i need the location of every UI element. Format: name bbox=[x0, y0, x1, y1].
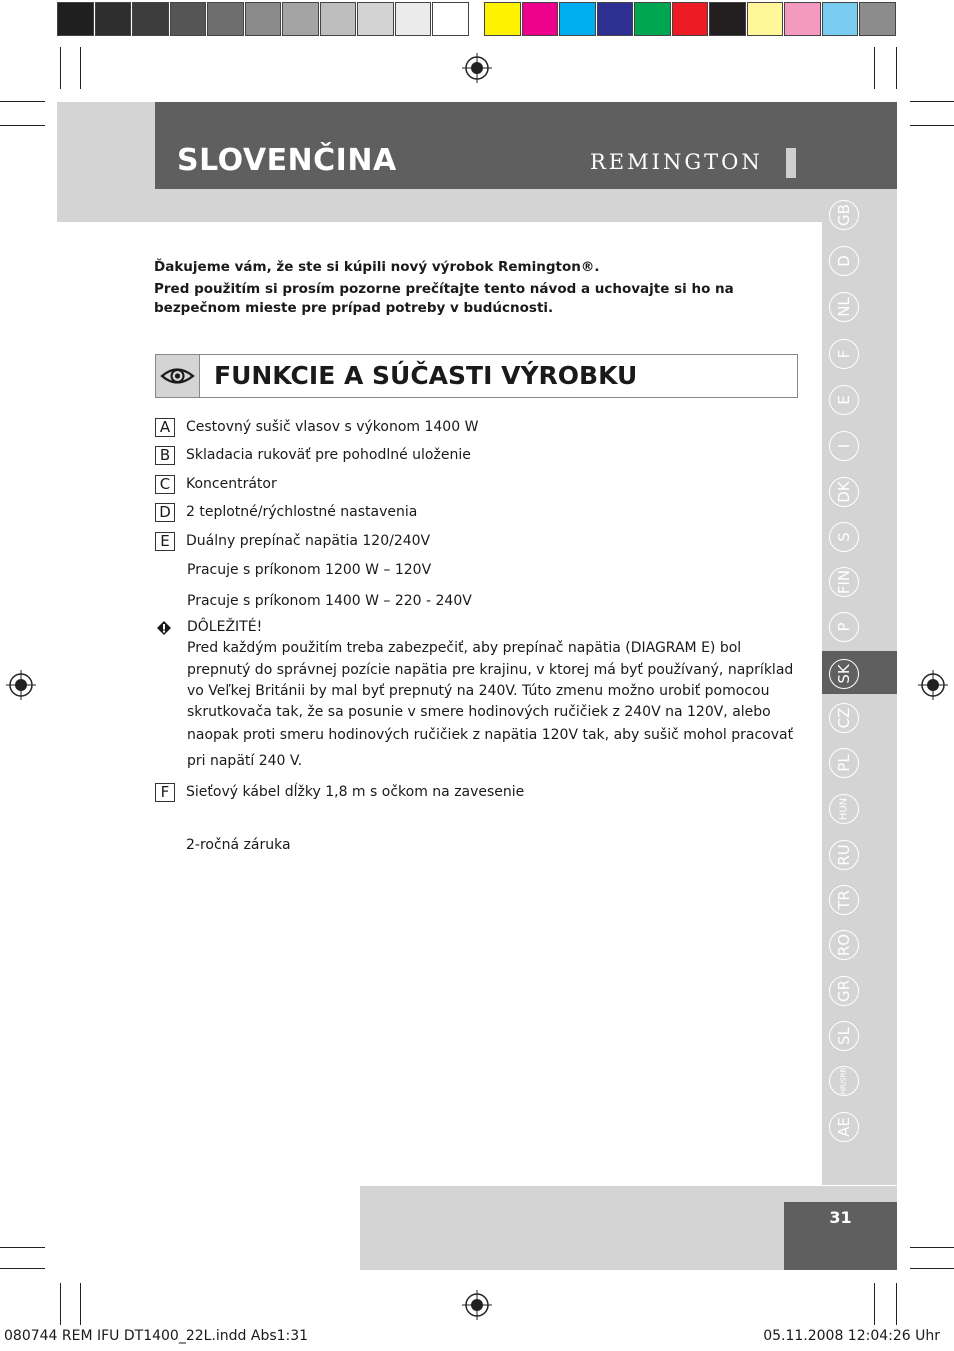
color-swatch bbox=[484, 2, 521, 36]
item-letter: B bbox=[155, 446, 175, 465]
grey-swatch bbox=[320, 2, 357, 36]
warning-icon bbox=[156, 620, 172, 636]
crop-mark bbox=[874, 1283, 875, 1325]
language-tab-label: GR bbox=[835, 979, 853, 1003]
crop-mark bbox=[0, 1268, 45, 1269]
language-tab-d[interactable] bbox=[829, 246, 859, 276]
language-tab-label: SL bbox=[835, 1027, 853, 1045]
crop-mark bbox=[80, 1283, 81, 1325]
language-tab-label: AE bbox=[835, 1117, 853, 1137]
file-slug: 080744 REM IFU DT1400_22L.indd Abs1:31 bbox=[4, 1328, 309, 1344]
color-swatch bbox=[559, 2, 596, 36]
grey-swatch bbox=[357, 2, 394, 36]
item-letter: D bbox=[155, 503, 175, 522]
language-tab-label: FIN bbox=[835, 569, 853, 595]
grey-swatch bbox=[245, 2, 282, 36]
important-line: Pred každým použitím treba zabezpečiť, aby prepínač napätia (DIAGRAM E) bol bbox=[187, 640, 742, 656]
grey-swatch bbox=[207, 2, 244, 36]
crop-mark bbox=[910, 101, 954, 102]
language-tab-e[interactable] bbox=[829, 385, 859, 415]
color-swatch bbox=[784, 2, 821, 36]
color-swatch bbox=[597, 2, 634, 36]
item-letter: E bbox=[155, 532, 175, 551]
language-tab-sk[interactable] bbox=[829, 659, 859, 689]
color-swatch bbox=[709, 2, 746, 36]
color-swatch bbox=[522, 2, 559, 36]
registration-mark-icon bbox=[462, 53, 492, 83]
color-swatch bbox=[747, 2, 784, 36]
language-tab-label: F bbox=[835, 349, 853, 359]
language-tab-label: P bbox=[835, 622, 853, 632]
language-tab-fin[interactable] bbox=[829, 567, 859, 597]
language-tab-gb[interactable] bbox=[829, 200, 859, 230]
crop-mark bbox=[0, 1247, 45, 1248]
item-text: Duálny prepínač napätia 120/240V bbox=[186, 533, 431, 549]
grey-swatch bbox=[432, 2, 469, 36]
crop-mark bbox=[60, 1283, 61, 1325]
intro-line-2: Pred použitím si prosím pozorne prečítajte tento návod a uchovajte si ho na bbox=[154, 281, 734, 297]
registration-mark-icon bbox=[6, 670, 36, 700]
language-tab-label: SK bbox=[835, 664, 853, 684]
crop-mark bbox=[910, 1268, 954, 1269]
registration-mark-icon bbox=[918, 670, 948, 700]
language-tab-label: I bbox=[835, 443, 853, 449]
language-tab-label: HUN bbox=[838, 797, 850, 821]
eye-icon bbox=[156, 355, 199, 397]
language-tab-label: CZ bbox=[835, 707, 853, 729]
crop-mark bbox=[0, 101, 45, 102]
language-tab-label: TR bbox=[835, 890, 853, 910]
language-tab-label: PL bbox=[835, 754, 853, 772]
language-tab-pl[interactable] bbox=[829, 748, 859, 778]
page-title: SLOVENČINA bbox=[177, 143, 397, 178]
crop-mark bbox=[80, 47, 81, 89]
language-tab-label: D bbox=[835, 255, 853, 267]
language-tab-label: DK bbox=[835, 481, 853, 503]
date-slug: 05.11.2008 12:04:26 Uhr bbox=[763, 1328, 940, 1344]
item-letter: A bbox=[155, 418, 175, 437]
language-tab-ro[interactable] bbox=[829, 930, 859, 960]
color-swatch bbox=[634, 2, 671, 36]
language-tab-s[interactable] bbox=[829, 522, 859, 552]
color-swatch bbox=[672, 2, 709, 36]
voltage-line: Pracuje s príkonom 1400 W – 220 - 240V bbox=[187, 593, 472, 609]
item-letter: F bbox=[155, 783, 175, 802]
section-title: FUNKCIE A SÚČASTI VÝROBKU bbox=[214, 361, 638, 390]
color-swatch bbox=[822, 2, 859, 36]
grey-swatch bbox=[95, 2, 132, 36]
language-tab-label: S bbox=[835, 532, 853, 542]
important-line: prepnutý do správnej pozície napätia pre krajinu, v ktorej má byť používaný, napríklad bbox=[187, 662, 794, 678]
grey-swatch bbox=[132, 2, 169, 36]
item-text: Koncentrátor bbox=[186, 476, 277, 492]
language-tab-label: E bbox=[835, 395, 853, 405]
voltage-line: Pracuje s príkonom 1200 W – 120V bbox=[187, 562, 432, 578]
grey-swatch bbox=[57, 2, 94, 36]
crop-mark bbox=[910, 125, 954, 126]
language-tab-label: RU bbox=[835, 844, 853, 866]
important-heading: DÔLEŽITÉ! bbox=[187, 619, 263, 635]
important-line: skrutkovača tak, že sa posunie v smere hodinových ručičiek z 240V na 120V, alebo bbox=[187, 704, 771, 720]
important-line: vo Veľkej Británii by mal byť prepnutý na 240V. Túto zmenu možno urobiť pomocou bbox=[187, 683, 770, 699]
language-tab-tr[interactable] bbox=[829, 885, 859, 915]
important-line: pri napätí 240 V. bbox=[187, 753, 303, 769]
item-text: Sieťový kábel dĺžky 1,8 m s očkom na zavesenie bbox=[186, 784, 525, 800]
intro-line-3: bezpečnom mieste pre prípad potreby v budúcnosti. bbox=[154, 300, 554, 316]
language-tab-f[interactable] bbox=[829, 339, 859, 369]
color-swatch bbox=[859, 2, 896, 36]
registration-mark-icon bbox=[462, 1290, 492, 1320]
language-tab-ru[interactable] bbox=[829, 840, 859, 870]
warranty-text: 2-ročná záruka bbox=[186, 837, 291, 853]
section-icon-cell bbox=[155, 354, 200, 398]
language-tab-gr[interactable] bbox=[829, 976, 859, 1006]
brand-logo: REMINGTON bbox=[590, 150, 763, 174]
crop-mark bbox=[896, 1283, 897, 1325]
item-text: Cestovný sušič vlasov s výkonom 1400 W bbox=[186, 419, 479, 435]
language-tab-hun[interactable] bbox=[829, 794, 859, 824]
language-tab-hr-srb[interactable] bbox=[829, 1066, 859, 1096]
important-line: naopak proti smeru hodinových ručičiek z napätia 120V tak, aby sušič mohol pracovať bbox=[187, 727, 794, 743]
language-tab-label: HR/SRB bbox=[839, 1067, 848, 1095]
item-text: Skladacia rukoväť pre pohodlné uloženie bbox=[186, 447, 471, 463]
crop-mark bbox=[874, 47, 875, 89]
crop-mark bbox=[896, 47, 897, 89]
print-color-bar bbox=[57, 0, 897, 38]
language-tab-ae[interactable] bbox=[829, 1112, 859, 1142]
language-tab-dk[interactable] bbox=[829, 477, 859, 507]
crop-mark bbox=[60, 47, 61, 89]
language-tab-nl[interactable] bbox=[829, 292, 859, 322]
crop-mark bbox=[0, 125, 45, 126]
language-tab-label: NL bbox=[835, 297, 853, 317]
language-tab-sl[interactable] bbox=[829, 1021, 859, 1051]
language-tab-label: GB bbox=[835, 204, 853, 226]
item-letter: C bbox=[155, 475, 175, 494]
grey-swatch bbox=[282, 2, 319, 36]
language-tab-p[interactable] bbox=[829, 612, 859, 642]
item-text: 2 teplotné/rýchlostné nastavenia bbox=[186, 504, 418, 520]
grey-swatch bbox=[170, 2, 207, 36]
page-number: 31 bbox=[829, 1208, 852, 1227]
language-tab-label: RO bbox=[835, 933, 853, 957]
intro-line-1: Ďakujeme vám, že ste si kúpili nový výrobok Remington®. bbox=[154, 259, 600, 275]
grey-swatch bbox=[395, 2, 432, 36]
brand-bar bbox=[786, 148, 796, 178]
language-tab-cz[interactable] bbox=[829, 703, 859, 733]
crop-mark bbox=[910, 1247, 954, 1248]
language-tab-i[interactable] bbox=[829, 431, 859, 461]
